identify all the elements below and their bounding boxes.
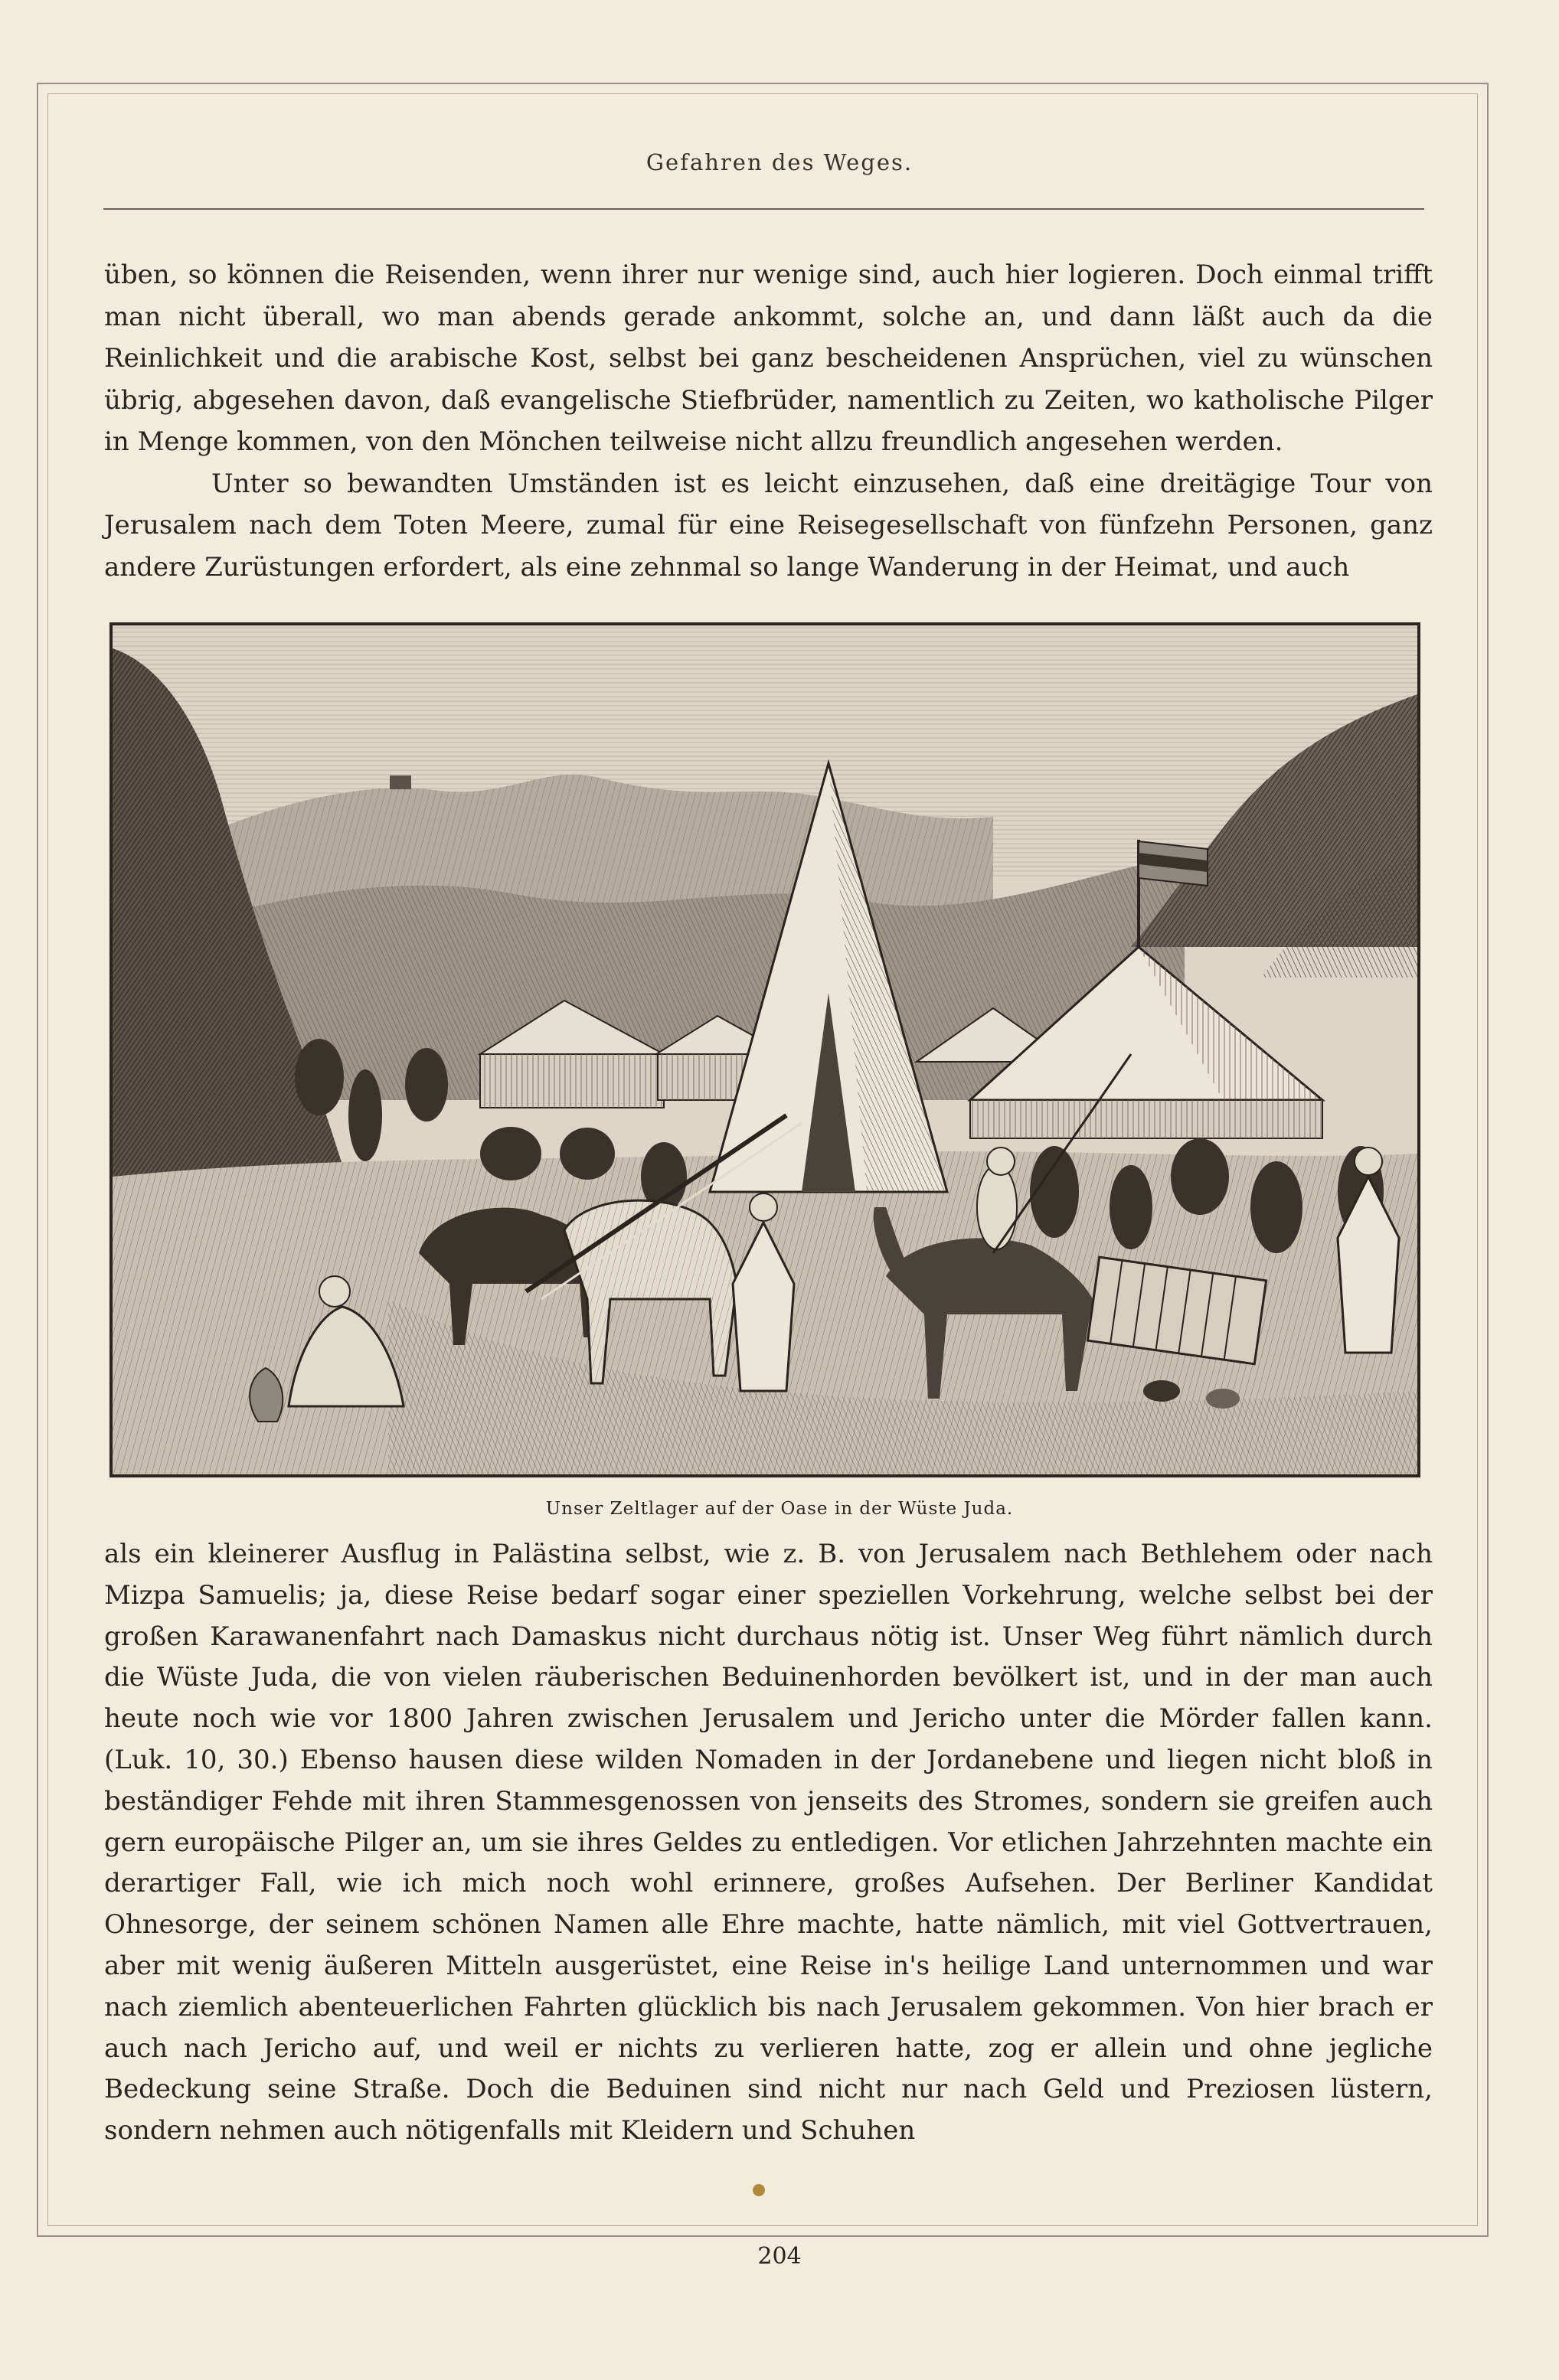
engraving-tent-camp: [109, 622, 1420, 1477]
paragraph-3: als ein kleinerer Ausflug in Palästina selbst, wie z. B. von Jerusalem nach Bethlehem oder nach Mizpa Samuelis; ja, diese Reise bedarf sogar einer speziellen Vorkehrung, welche selbst bei der großen Karawanenfahrt nach Damaskus nicht durchaus nötig ist. Unser Weg führt nämlich durch die Wüste Juda, die von vielen räuberischen Beduinenhorden bevölkert ist, und in der man auch heute noch wie vor 1800 Jahren zwischen Jerusalem und Jericho unter die Mörder fallen kann. (Luk. 10, 30.) Ebenso hausen diese wilden Nomaden in der Jordanebene und liegen nicht bloß in beständiger Fehde mit ihren Stammesgenossen von jenseits des Stromes, sondern sie greifen auch gern europäische Pilger an, um sie ihres Geldes zu entledigen. Vor etlichen Jahrzehnten machte ein derartiger Fall, wie ich mich noch wohl erinnere, großes Aufsehen. Der Berliner Kandidat Ohnesorge, der seinem schönen Namen alle Ehre machte, hatte nämlich, mit viel Gottvertrauen, aber mit wenig äußeren Mitteln ausgerüstet, eine Reise in's heilige Land unternommen und war nach ziemlich abenteuerlichen Fahrten glücklich bis nach Jerusalem gekommen. Von hier brach er auch nach Jericho auf, und weil er nichts zu verlieren hatte, zog er allein und ohne jegliche Bedeckung seine Straße. Doch die Beduinen sind nicht nur nach Geld und Preziosen lüstern, sondern nehmen auch nötigenfalls mit Kleidern und Schuhen: [104, 1539, 1433, 2147]
header-rule: [103, 208, 1424, 210]
running-title: Gefahren des Weges.: [645, 149, 914, 175]
paragraph-2: Unter so bewandten Umständen ist es leicht einzusehen, daß eine dreitägige Tour von Jerusalem nach dem Toten Meere, zumal für eine Reisegesellschaft von fünfzehn Personen, ganz andere Zurüstungen erfordert, als eine zehnmal so lange Wanderung in der Heimat, und auch: [104, 468, 1433, 583]
page-number: 204: [757, 2243, 802, 2270]
body-text-top: [104, 254, 1433, 588]
body-text-bottom: [104, 1534, 1433, 2152]
engraving-illustration: [113, 625, 1417, 1474]
figure-caption: Unser Zeltlager auf der Oase in der Wüste Juda.: [545, 1499, 1014, 1519]
ink-dot: [753, 2184, 765, 2196]
paragraph-1: üben, so können die Reisenden, wenn ihrer nur wenige sind, auch hier logieren. Doch einmal trifft man nicht überall, wo man abends gerade ankommt, solche an, und dann läßt auch da die Reinlichkeit und die arabische Kost, selbst bei ganz bescheidenen Ansprüchen, viel zu wünschen übrig, abgesehen davon, daß evangelische Stiefbrüder, namentlich zu Zeiten, wo katholische Pilger in Menge kommen, von den Mönchen teilweise nicht allzu freundlich angesehen werden.: [104, 260, 1433, 457]
